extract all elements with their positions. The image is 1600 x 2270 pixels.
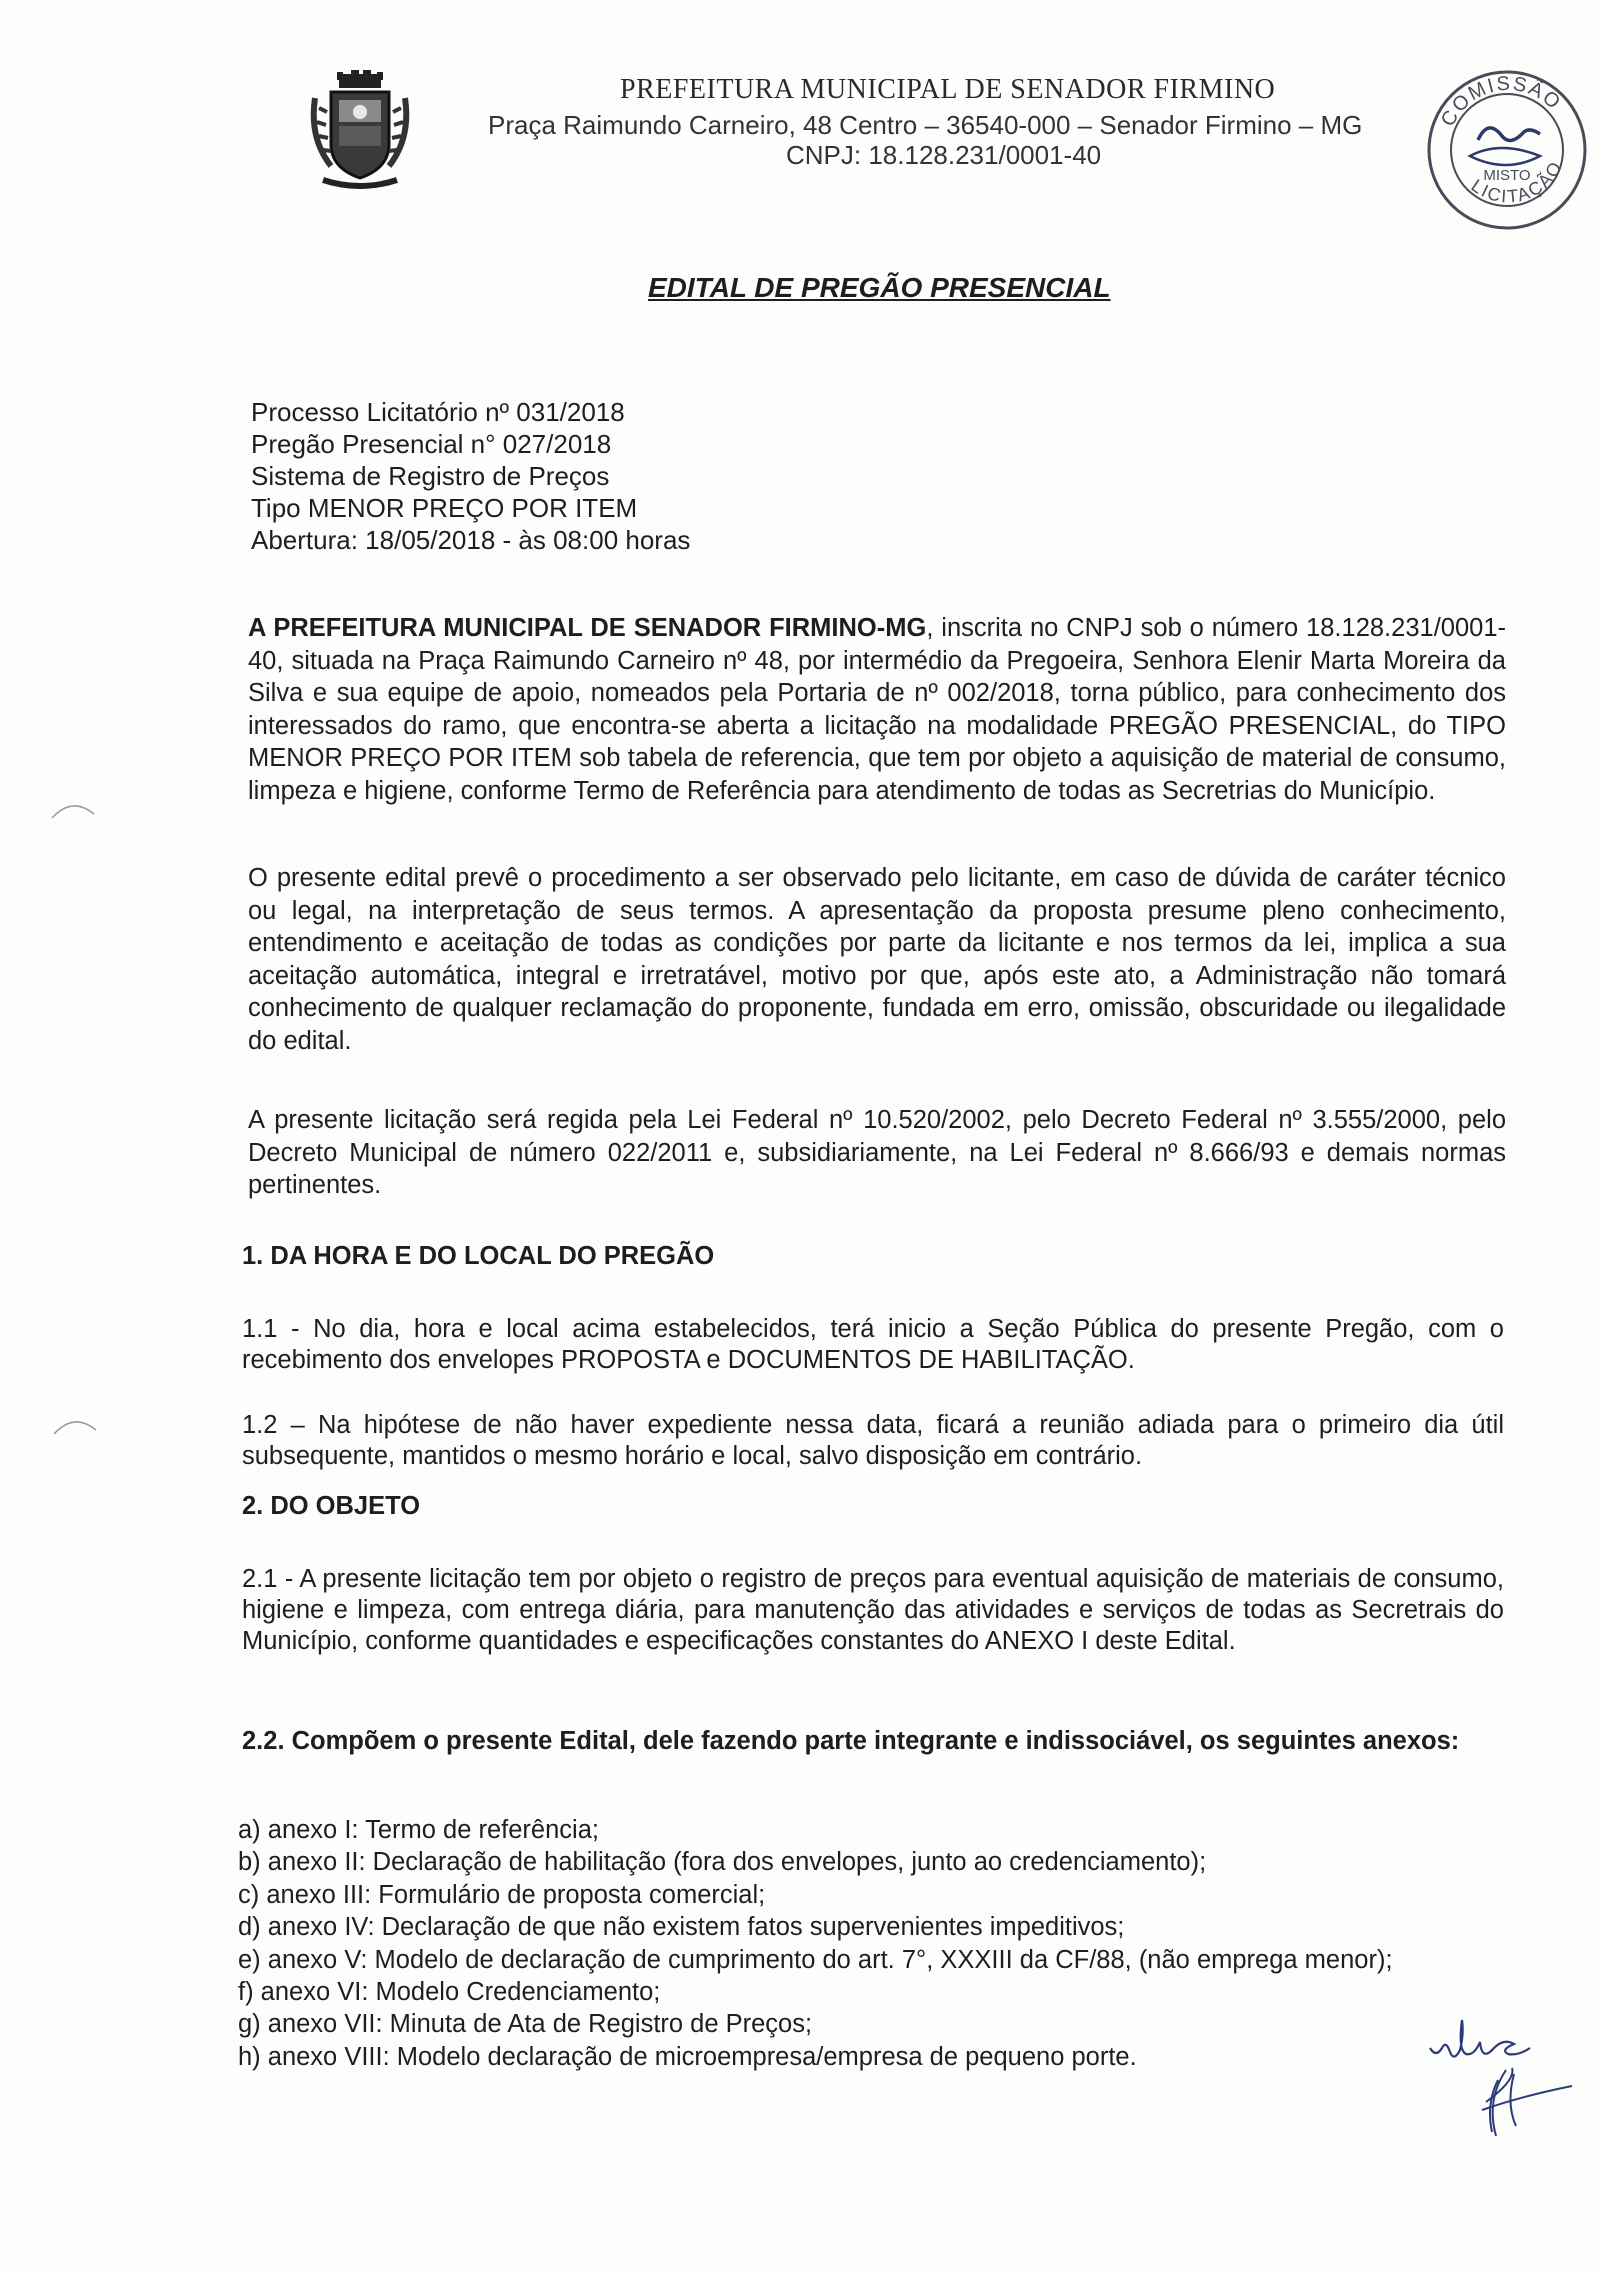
list-item: g) anexo VII: Minuta de Ata de Registro de Preços; <box>238 2010 813 2039</box>
auction-number: Pregão Presencial n° 027/2018 <box>251 429 612 459</box>
annex-list <box>238 1814 1393 2073</box>
price-registry-system: Sistema de Registro de Preços <box>251 461 610 491</box>
punch-mark-icon <box>50 798 96 822</box>
org-cnpj: CNPJ: 18.128.231/0001-40 <box>786 140 1102 170</box>
section-2-heading: 2. DO OBJETO <box>242 1492 421 1520</box>
intro-paragraph <box>248 612 1506 807</box>
punch-mark-icon <box>52 1414 98 1438</box>
org-name: PREFEITURA MUNICIPAL DE SENADOR FIRMINO <box>620 74 1276 105</box>
stamp-middle-text: MISTO <box>1483 167 1531 184</box>
list-item: c) anexo III: Formulário de proposta comercial; <box>238 1880 766 1909</box>
auction-type: Tipo MENOR PREÇO POR ITEM <box>251 493 638 523</box>
municipal-crest-icon <box>305 68 415 196</box>
process-number: Processo Licitatório nº 031/2018 <box>251 397 625 427</box>
handwritten-initials <box>1426 2010 1586 2140</box>
list-item: a) anexo I: Termo de referência; <box>238 1816 599 1844</box>
intro-body: , inscrita no CNPJ sob o número 18.128.231/0001-40, situada na Praça Raimundo Carneiro nº 48, por intermédio da Pregoeira, Senhora Elenir Marta Moreira da Silva e sua equipe de apoio, nomeados pela Portaria de nº 002/2018, torna público, para conhecimento dos interessados do ramo, que encontra-se aberta a licitação na modalidade PREGÃO PRESENCIAL, do TIPO MENOR PREÇO POR ITEM sob tabela de referencia, que tem por objeto a aquisição de material de consumo, limpeza e higiene, conforme Termo de Referência para atendimento de todas as Secretrias do Município. <box>248 614 1506 805</box>
stamp-top-text: COMISSÃO <box>1436 72 1566 131</box>
list-item: b) anexo II: Declaração de habilitação (fora dos envelopes, junto ao credenciamento); <box>238 1848 1207 1877</box>
list-item: d) anexo IV: Declaração de que não existem fatos supervenientes impeditivos; <box>238 1913 1125 1942</box>
list-item: h) anexo VIII: Modelo declaração de microempresa/empresa de pequeno porte. <box>238 2042 1137 2071</box>
org-address: Praça Raimundo Carneiro, 48 Centro – 36540-000 – Senador Firmino – MG <box>488 110 1363 140</box>
process-info <box>251 396 690 556</box>
list-item: e) anexo V: Modelo de declaração de cumprimento do art. 7°, XXXIII da CF/88, (não emprega menor); <box>238 1945 1393 1974</box>
item-2-1: 2.1 - A presente licitação tem por objeto o registro de preços para eventual aquisição de materiais de consumo, higiene e limpeza, com entrega diária, para manutenção das atividades e serviços de todas as Secretrais do Município, conforme quantidades e especificações constantes do ANEXO I deste Edital. <box>242 1565 1504 1655</box>
stamp-bottom-text: LICITAÇÃO <box>1467 157 1567 207</box>
list-item: f) anexo VI: Modelo Credenciamento; <box>238 1978 661 2007</box>
legal-basis-paragraph: A presente licitação será regida pela Lei Federal nº 10.520/2002, pelo Decreto Federal nº 3.555/2000, pelo Decreto Municipal de número 022/2011 e, subsidiariamente, na Lei Federal nº 8.666/93 e demais normas pertinentes. <box>248 1106 1506 1199</box>
opening-date: Abertura: 18/05/2018 - às 08:00 horas <box>251 525 691 555</box>
section-1-heading: 1. DA HORA E DO LOCAL DO PREGÃO <box>242 1242 715 1270</box>
item-1-1: 1.1 - No dia, hora e local acima estabelecidos, terá inicio a Seção Pública do presente Pregão, com o recebimento dos envelopes PROPOSTA e DOCUMENTOS DE HABILITAÇÃO. <box>242 1315 1504 1374</box>
commission-stamp <box>1418 58 1596 236</box>
item-1-2: 1.2 – Na hipótese de não haver expediente nessa data, ficará a reunião adiada para o primeiro dia útil subsequente, mantidos o mesmo horário e local, salvo disposição em contrário. <box>242 1411 1504 1470</box>
procedure-paragraph: O presente edital prevê o procedimento a ser observado pelo licitante, em caso de dúvida de caráter técnico ou legal, na interpretação de seus termos. A apresentação da proposta presume pleno conhecimento, entendimento e aceitação de todas as condições por parte da licitante e nos termos da lei, implica a sua aceitação automática, integral e irretratável, motivo por que, após este ato, a Administração não tomará conhecimento de qualquer reclamação do proponente, fundada em erro, omissão, obscuridade ou ilegalidade do edital. <box>248 864 1506 1055</box>
document-title: EDITAL DE PREGÃO PRESENCIAL <box>648 272 1111 303</box>
item-2-2: 2.2. Compõem o presente Edital, dele fazendo parte integrante e indissociável, os seguintes anexos: <box>242 1727 1460 1755</box>
intro-lead: A PREFEITURA MUNICIPAL DE SENADOR FIRMINO-MG <box>248 614 927 642</box>
